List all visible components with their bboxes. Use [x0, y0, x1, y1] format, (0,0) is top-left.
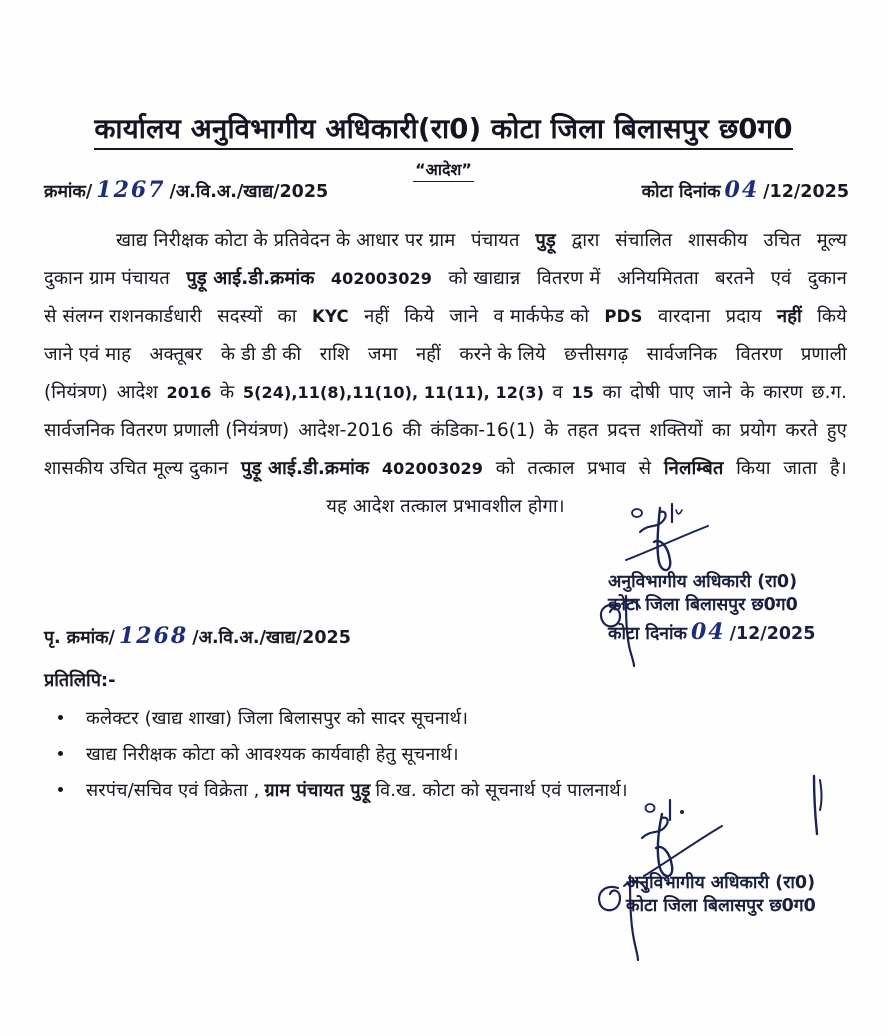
copy-to-item-text: खाद्य निरीक्षक कोटा को आवश्यक कार्यवाही हेतु सूचनार्थ।	[86, 744, 459, 765]
order-body-word: 2016	[166, 383, 212, 402]
signature-block-top	[608, 571, 815, 647]
order-body-line	[44, 298, 847, 336]
copy-to-item-text: कलेक्टर (खाद्य शाखा) जिला बिलासपुर को सादर सूचनार्थ।	[86, 708, 469, 729]
signature-block-bottom	[626, 872, 816, 919]
order-body-word: तत्काल	[527, 457, 575, 479]
order-body-word: तहत	[567, 419, 599, 441]
order-body-word: सार्वजनिक	[646, 343, 718, 365]
order-body-word: के	[544, 419, 559, 441]
order-body-word: सार्वजनिक वितरण प्रणाली (नियंत्रण)	[44, 419, 290, 441]
order-body-word: प्रयोग	[739, 419, 777, 441]
order-body-word: हुए	[826, 419, 847, 441]
order-body-word: को खाद्यान्न	[448, 267, 521, 289]
reference-row	[44, 177, 849, 203]
order-body-word: जाने एवं माह	[44, 343, 132, 365]
order-body-line	[44, 450, 847, 488]
order-body-word: के डी डी की	[220, 343, 302, 365]
bullet-icon	[58, 751, 63, 756]
order-body-line	[44, 222, 847, 260]
order-date-day-handwritten: 04	[724, 177, 760, 203]
order-body-word: छ.ग.	[811, 381, 847, 403]
order-body-line	[44, 412, 847, 450]
order-body-word: नहीं	[415, 343, 441, 365]
order-body-word: प्रदत्त	[607, 419, 641, 441]
order-body-word: दुकान ग्राम पंचायत	[44, 267, 170, 289]
order-body-word: के	[220, 381, 235, 403]
order-body-word: करते	[785, 419, 818, 441]
reference-left	[44, 177, 328, 203]
order-body-word: मूल्य	[816, 229, 847, 251]
order-body-word: अक्तूबर	[149, 343, 203, 365]
order-body-word: पुड़ू आई.डी.क्रमांक	[241, 457, 370, 479]
order-body-word: जमा	[367, 343, 398, 365]
endorsement-reference	[44, 623, 351, 649]
signatory-date-top	[608, 618, 815, 647]
order-body-word: संचालित	[615, 229, 673, 251]
copy-to-item-text: वि.ख. कोटा को सूचनार्थ एवं पालनार्थ।	[375, 780, 628, 801]
order-body-word: निलम्बित	[663, 457, 724, 479]
order-body-word: की	[402, 419, 422, 441]
reference-suffix: /अ.वि.अ./खाद्य/2025	[169, 182, 329, 202]
order-body-word: यह आदेश तत्काल प्रभावशील होगा।	[326, 495, 565, 517]
signatory-date-rest-top: /12/2025	[729, 623, 816, 644]
order-body-word: नहीं	[364, 305, 390, 327]
order-body-word: का	[277, 305, 297, 327]
copy-to-label: प्रतिलिपि:-	[44, 670, 116, 691]
order-body-word: शासकीय	[688, 229, 748, 251]
order-body-word: प्रणाली	[800, 343, 847, 365]
order-body-word: PDS	[604, 306, 643, 326]
order-body-word: छत्तीसगढ़	[564, 343, 629, 365]
order-body-word: शक्तियों	[649, 419, 703, 441]
order-body-word: पाए	[668, 381, 695, 403]
order-body-word: वितरण में	[536, 267, 601, 289]
order-body-word: दोषी	[630, 381, 661, 403]
order-body-word: सदस्यों	[217, 305, 263, 327]
order-body-word: से	[638, 457, 652, 479]
order-body-word: व मार्कफेड को	[493, 305, 590, 327]
order-body-word: उचित	[763, 229, 801, 251]
order-date-rest: /12/2025	[763, 182, 849, 202]
order-body-line	[44, 336, 847, 374]
order-heading: “आदेश”	[413, 158, 474, 182]
order-body-word: (नियंत्रण)	[44, 381, 109, 403]
order-body-word: से संलग्न राशनकार्डधारी	[44, 305, 202, 327]
copy-to-list-item	[50, 700, 827, 736]
order-body-word: है।	[829, 457, 847, 479]
order-body-word: 402003029	[381, 459, 484, 478]
signatory-designation-top: अनुविभागीय अधिकारी (रा0)	[608, 572, 798, 592]
copy-to-list-item	[50, 772, 827, 808]
document-header	[44, 112, 843, 182]
order-body-word: प्रदाय	[725, 305, 762, 327]
signatory-office-top: कोटा जिला बिलासपुर छ0ग0	[608, 595, 798, 616]
order-body-line	[44, 488, 847, 526]
order-body-word: आदेश	[116, 381, 158, 403]
order-body-word: के	[740, 381, 755, 403]
order-body-word: व	[552, 381, 563, 403]
order-body-word: वारदाना	[657, 305, 711, 327]
order-body-word: KYC	[311, 306, 349, 326]
order-body-word: शासकीय उचित मूल्य दुकान	[44, 457, 229, 479]
copy-to-item-text: सरपंच/सचिव एवं विक्रेता ,	[86, 780, 260, 801]
office-title: कार्यालय अनुविभागीय अधिकारी(रा0) कोटा जिला बिलासपुर छ0ग0	[94, 112, 792, 150]
reference-number-handwritten: 1267	[96, 177, 166, 203]
order-body-word: खाद्य निरीक्षक कोटा के प्रतिवेदन के आधार पर ग्राम	[116, 229, 456, 251]
order-body-word: का	[602, 381, 622, 403]
order-body-word: किया	[736, 457, 771, 479]
reference-prefix: क्रमांक/	[44, 182, 93, 202]
order-body-word: पुड़ू	[535, 229, 556, 251]
endorsement-prefix: पृ. क्रमांक/	[44, 628, 115, 648]
order-body-word: प्रभाव	[587, 457, 626, 479]
signatory-office-bottom: कोटा जिला बिलासपुर छ0ग0	[626, 896, 816, 917]
stray-pen-stroke	[798, 772, 838, 846]
order-body	[44, 222, 847, 526]
order-body-word: किये	[404, 305, 435, 327]
bullet-icon	[58, 715, 63, 720]
order-place-date-label: कोटा दिनांक	[641, 182, 721, 202]
copy-to-item-text: ग्राम पंचायत पुड़ू	[264, 780, 371, 801]
copy-to-list	[50, 700, 827, 808]
order-body-word: जाने	[702, 381, 732, 403]
order-body-word: पंचायत	[471, 229, 520, 251]
signatory-date-day-top: 04	[690, 618, 726, 645]
order-body-word: पुड़ू आई.डी.क्रमांक	[186, 267, 315, 289]
order-body-word: एवं	[770, 267, 792, 289]
order-body-line	[44, 260, 847, 298]
reference-right	[642, 177, 849, 203]
order-body-word: का	[711, 419, 731, 441]
endorsement-suffix: /अ.वि.अ./खाद्य/2025	[192, 628, 351, 648]
order-body-word: आदेश-2016	[298, 419, 394, 441]
order-body-word: दुकान	[807, 267, 847, 289]
order-body-line	[44, 374, 847, 412]
order-body-word: वितरण	[735, 343, 783, 365]
order-body-word: 5(24),11(8),11(10), 11(11), 12(3)	[242, 383, 544, 402]
order-body-word: 15	[571, 383, 594, 402]
order-body-word: जाने	[449, 305, 479, 327]
order-body-word: कंडिका-16(1)	[430, 419, 536, 441]
order-body-word: बरतने	[715, 267, 755, 289]
signatory-designation-bottom: अनुविभागीय अधिकारी (रा0)	[626, 873, 816, 893]
bullet-icon	[58, 787, 63, 792]
order-body-word: राशि	[319, 343, 350, 365]
order-body-word: किये	[817, 305, 847, 327]
order-body-word: अनियमितता	[616, 267, 699, 289]
order-body-word: नहीं	[776, 305, 802, 327]
order-body-word: करने के लिये	[459, 343, 546, 365]
order-body-word: को	[495, 457, 515, 479]
copy-to-list-item	[50, 736, 827, 772]
order-body-word: द्वारा	[571, 229, 600, 251]
order-body-word: कारण	[763, 381, 804, 403]
signatory-date-label-top: कोटा दिनांक	[608, 623, 687, 644]
order-body-word: जाता	[783, 457, 818, 479]
order-body-word: 402003029	[330, 269, 433, 288]
endorsement-number-handwritten: 1268	[118, 623, 189, 649]
